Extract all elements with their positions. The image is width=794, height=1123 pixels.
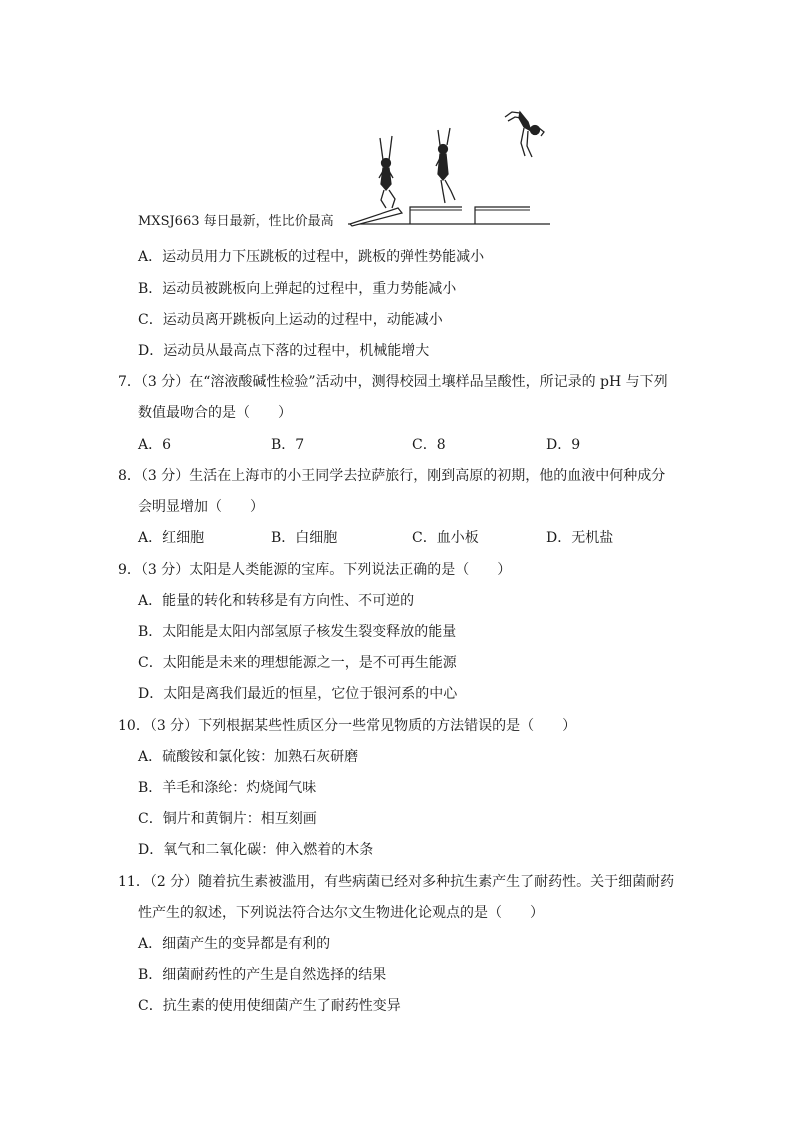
q7-options — [138, 435, 580, 455]
q9-option-c: C．太阳能是未来的理想能源之一，是不可再生能源 — [138, 655, 457, 671]
q8-stem-line1: 8．（3 分）生活在上海市的小王同学去拉萨旅行，刚到高原的初期，他的血液中何种成分 — [118, 468, 666, 484]
q11-option-a: A．细菌产生的变异都是有利的 — [138, 936, 331, 952]
q6-option-b: B．运动员被跳板向上弹起的过程中，重力势能减小 — [138, 281, 457, 297]
q9-stem: 9．（3 分）太阳是人类能源的宝库。下列说法正确的是（ ） — [118, 562, 512, 578]
q6-option-c: C．运动员离开跳板向上运动的过程中，动能减小 — [138, 312, 443, 328]
q10-option-c: C．铜片和黄铜片：相互刻画 — [138, 811, 317, 827]
q7-option-b: B．7 — [271, 437, 305, 453]
q10-option-b: B．羊毛和涤纶：灼烧闻气味 — [138, 780, 317, 796]
q9-option-d: D．太阳是离我们最近的恒星，它位于银河系的中心 — [138, 686, 458, 702]
springboard — [350, 208, 402, 226]
q6-option-a: A．运动员用力下压跳板的过程中，跳板的弹性势能减小 — [138, 249, 485, 265]
q7-option-d: D．9 — [546, 437, 581, 453]
q6-option-d: D．运动员从最高点下落的过程中，机械能增大 — [138, 343, 430, 359]
watermark-text: MXSJ663 每日最新，性比价最高 — [138, 214, 334, 229]
q11-option-b: B．细菌耐药性的产生是自然选择的结果 — [138, 967, 387, 983]
q10-stem: 10．（3 分）下列根据某些性质区分一些常见物质的方法错误的是（ ） — [118, 718, 577, 734]
q10-option-a: A．硫酸铵和氯化铵：加熟石灰研磨 — [138, 749, 359, 765]
platform-right — [475, 207, 530, 224]
q8-options — [138, 528, 613, 548]
diver-1-icon — [379, 136, 395, 208]
q9-option-a: A．能量的转化和转移是有方向性、不可逆的 — [138, 593, 415, 609]
q7-option-a: A．6 — [138, 437, 172, 453]
diver-2-icon — [436, 128, 455, 203]
q8-option-c: C．血小板 — [412, 530, 479, 546]
diver-3-icon — [505, 112, 544, 157]
q7-stem-line1: 7．（3 分）在“溶液酸碱性检验”活动中，测得校园土壤样品呈酸性，所记录的 pH 与下列 — [118, 374, 668, 390]
q8-option-d: D．无机盐 — [546, 530, 614, 546]
q11-stem-line1: 11．（2 分）随着抗生素被滥用，有些病菌已经对多种抗生素产生了耐药性。关于细菌耐药 — [118, 874, 675, 890]
q7-option-c: C．8 — [412, 437, 446, 453]
diving-illustration — [0, 0, 794, 240]
q11-stem-line2: 性产生的叙述，下列说法符合达尔文生物进化论观点的是（ ） — [138, 905, 544, 921]
q9-option-b: B．太阳能是太阳内部氢原子核发生裂变释放的能量 — [138, 624, 457, 640]
q8-option-a: A．红细胞 — [138, 530, 205, 546]
q11-option-c: C．抗生素的使用使细菌产生了耐药性变异 — [138, 998, 401, 1014]
q8-stem-line2: 会明显增加（ ） — [138, 499, 264, 515]
q7-stem-line2: 数值最吻合的是（ ） — [138, 405, 292, 421]
platform-middle — [410, 207, 462, 224]
q10-option-d: D．氧气和二氧化碳：伸入燃着的木条 — [138, 842, 374, 858]
q8-option-b: B．白细胞 — [271, 530, 338, 546]
